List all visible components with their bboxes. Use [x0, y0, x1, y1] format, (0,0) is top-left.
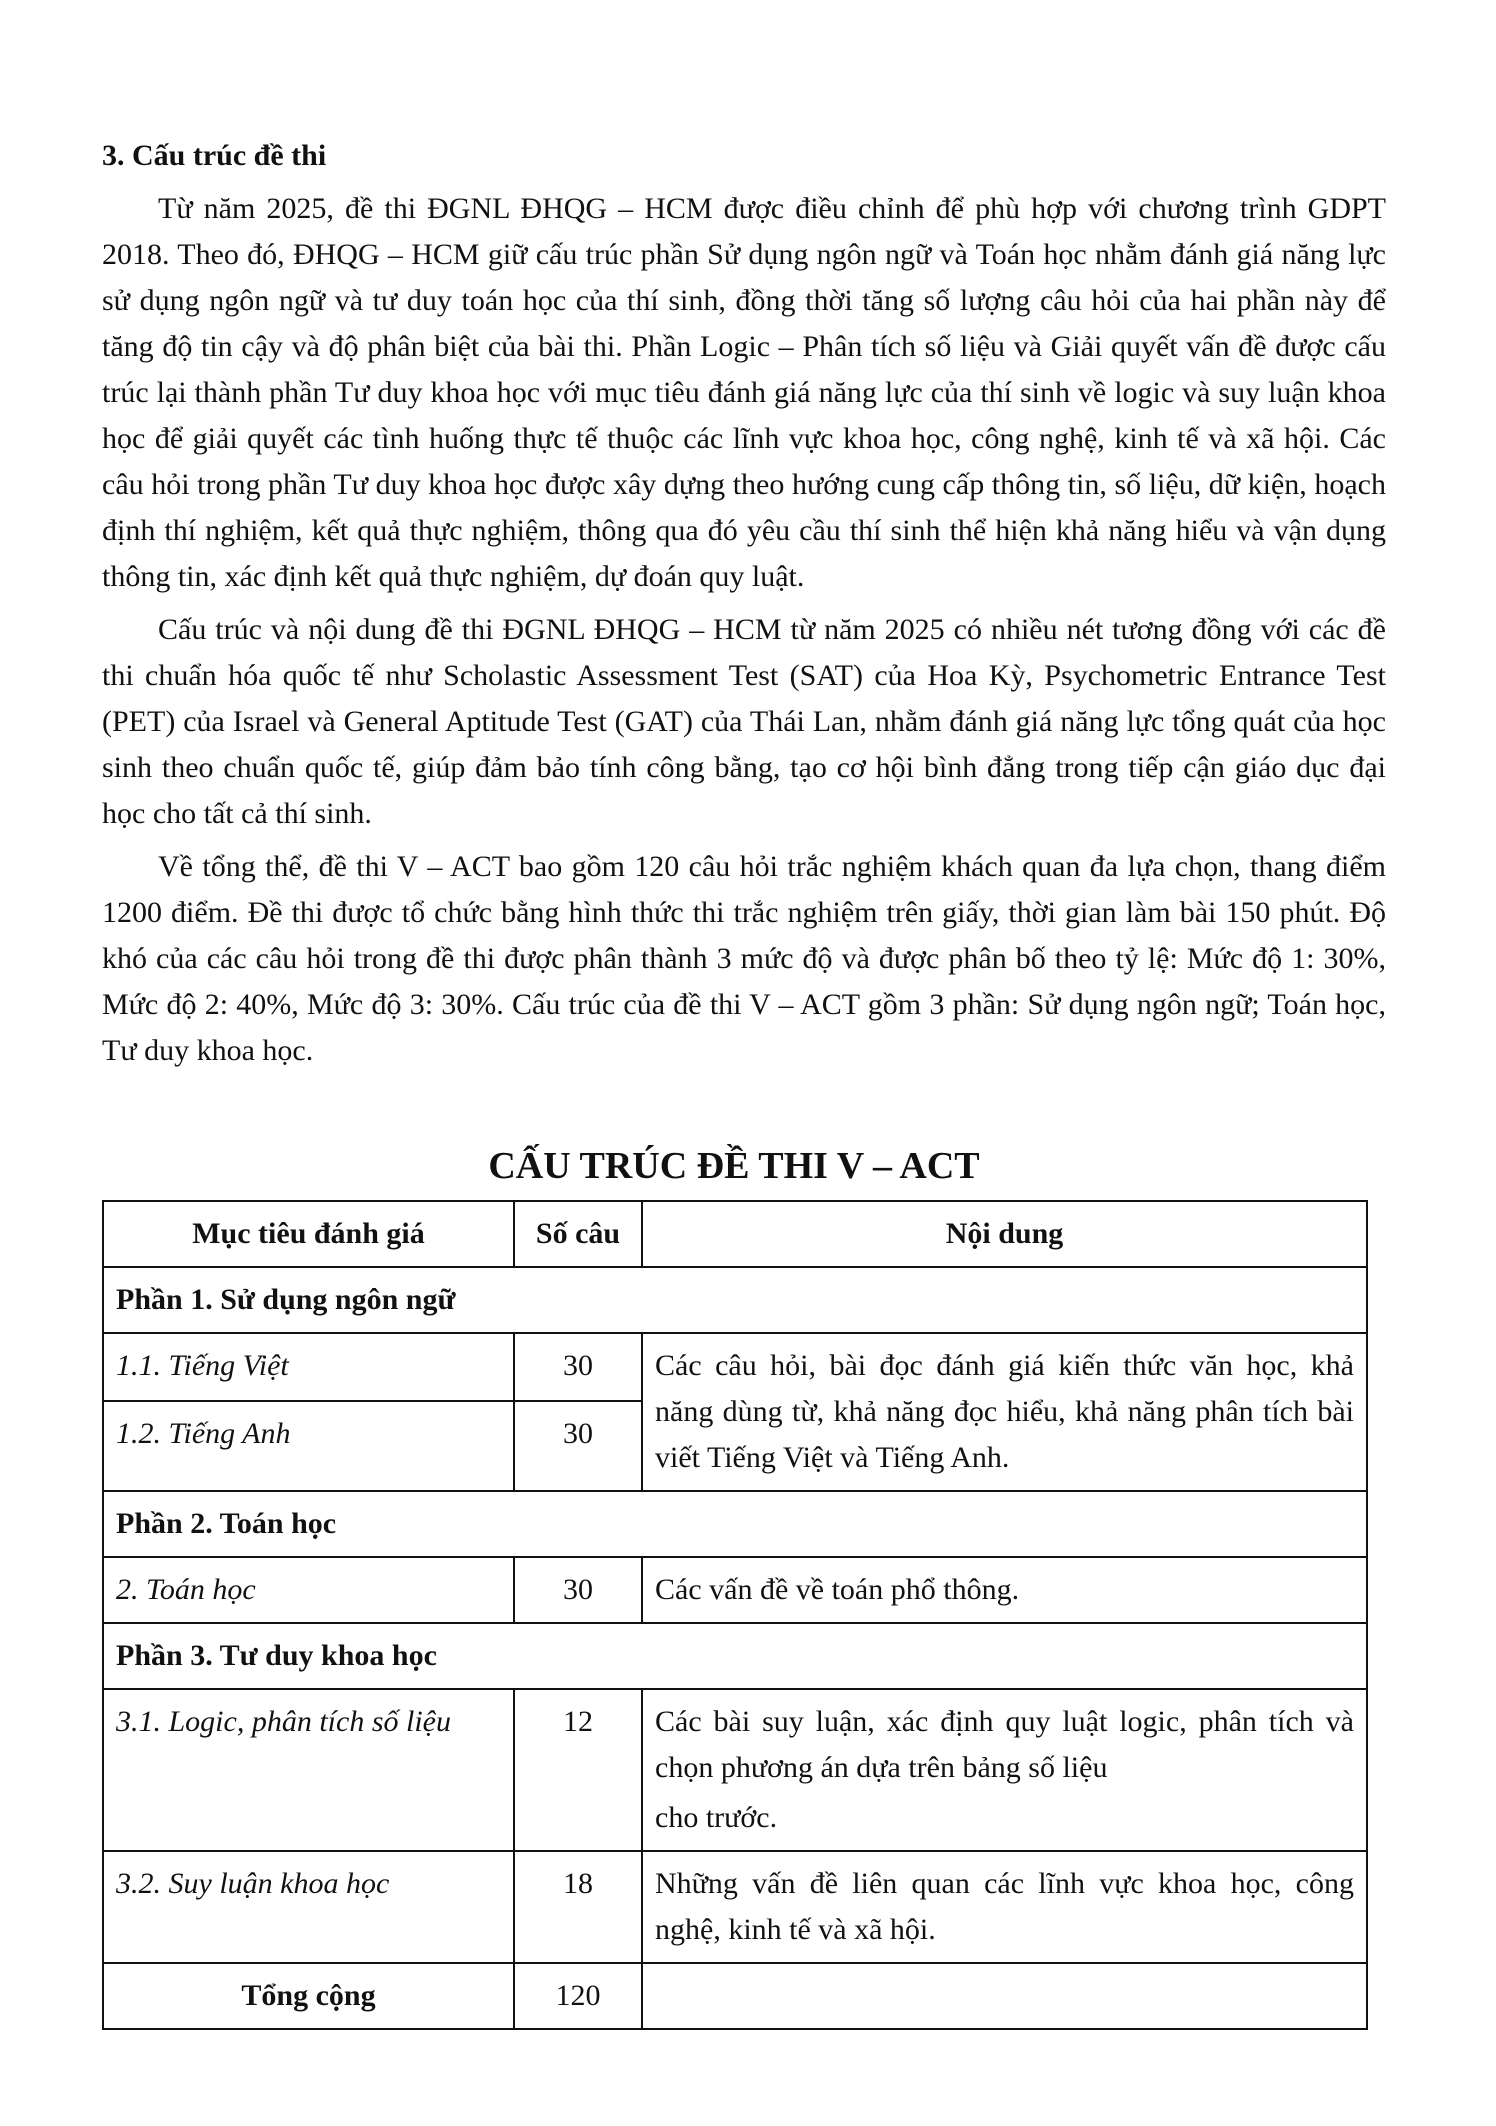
paragraph: Từ năm 2025, đề thi ĐGNL ĐHQG – HCM được điều chỉnh để phù hợp với chương trình GDPT 2018. Theo đó, ĐHQG – HCM giữ cấu trúc phần Sử dụng ngôn ngữ và Toán học nhằm đánh giá năng lực sử dụng ngôn ngữ và tư duy toán học của thí sinh, đồng thời tăng số lượng câu hỏi của hai phần này để tăng độ tin cậy và độ phân biệt của bài thi. Phần Logic – Phân tích số liệu và Giải quyết vấn đề được cấu trúc lại thành phần Tư duy khoa học với mục tiêu đánh giá năng lực của thí sinh về logic và suy luận khoa học để giải quyết các tình huống thực tế thuộc các lĩnh vực khoa học, công nghệ, kinh tế và xã hội. Các câu hỏi trong phần Tư duy khoa học được xây dựng theo hướng cung cấp thông tin, số liệu, dữ kiện, hoạch định thí nghiệm, kết quả thực nghiệm, thông qua đó yêu cầu thí sinh thể hiện khả năng hiểu và vận dụng thông tin, xác định kết quả thực nghiệm, dự đoán quy luật. [102, 192, 1386, 593]
total-label: Tổng cộng [103, 1963, 514, 2029]
header-goal: Mục tiêu đánh giá [103, 1201, 514, 1267]
table-row [103, 1333, 1367, 1401]
exam-structure-table [102, 1200, 1368, 2030]
goal-cell: 1.2. Tiếng Anh [103, 1401, 514, 1491]
paragraph: Về tổng thể, đề thi V – ACT bao gồm 120 câu hỏi trắc nghiệm khách quan đa lựa chọn, thang điểm 1200 điểm. Đề thi được tổ chức bằng hình thức thi trắc nghiệm trên giấy, thời gian làm bài 150 phút. Độ khó của các câu hỏi trong đề thi được phân thành 3 mức độ và được phân bố theo tỷ lệ: Mức độ 1: 30%, Mức độ 2: 40%, Mức độ 3: 30%. Cấu trúc của đề thi V – ACT gồm 3 phần: Sử dụng ngôn ngữ; Toán học, Tư duy khoa học. [102, 850, 1386, 1067]
section-row [103, 1267, 1367, 1333]
goal-cell: 3.2. Suy luận khoa học [103, 1851, 514, 1963]
table-row [103, 1557, 1367, 1623]
total-row [103, 1963, 1367, 2029]
body-text [102, 186, 1386, 1081]
table-header-row [103, 1201, 1367, 1267]
count-cell: 30 [514, 1333, 642, 1401]
content-cell [642, 1689, 1367, 1851]
section-title: Phần 2. Toán học [103, 1491, 1367, 1557]
table-row [103, 1851, 1367, 1963]
section-row [103, 1623, 1367, 1689]
section-row [103, 1491, 1367, 1557]
count-cell: 18 [514, 1851, 642, 1963]
content-line: cho trước. [655, 1801, 778, 1834]
count-cell: 30 [514, 1401, 642, 1491]
section-heading: 3. Cấu trúc đề thi [102, 139, 327, 172]
table-row [103, 1689, 1367, 1851]
content-line: Các bài suy luận, xác định quy luật logic, phân tích và chọn phương án dựa trên bảng số liệu [655, 1705, 1354, 1784]
table-title: CẤU TRÚC ĐỀ THI V – ACT [488, 1145, 980, 1187]
section-title: Phần 1. Sử dụng ngôn ngữ [103, 1267, 1367, 1333]
content-cell: Những vấn đề liên quan các lĩnh vực khoa học, công nghệ, kinh tế và xã hội. [642, 1851, 1367, 1963]
goal-cell: 1.1. Tiếng Việt [103, 1333, 514, 1401]
paragraph: Cấu trúc và nội dung đề thi ĐGNL ĐHQG – HCM từ năm 2025 có nhiều nét tương đồng với các đề thi chuẩn hóa quốc tế như Scholastic Assessment Test (SAT) của Hoa Kỳ, Psychometric Entrance Test (PET) của Israel và General Aptitude Test (GAT) của Thái Lan, nhằm đánh giá năng lực tổng quát của học sinh theo chuẩn quốc tế, giúp đảm bảo tính công bằng, tạo cơ hội bình đẳng trong tiếp cận giáo dục đại học cho tất cả thí sinh. [102, 613, 1386, 830]
content-cell: Các vấn đề về toán phổ thông. [642, 1557, 1367, 1623]
count-cell: 30 [514, 1557, 642, 1623]
header-content: Nội dung [642, 1201, 1367, 1267]
section-title: Phần 3. Tư duy khoa học [103, 1623, 1367, 1689]
goal-cell: 2. Toán học [103, 1557, 514, 1623]
count-cell: 12 [514, 1689, 642, 1851]
header-count: Số câu [514, 1201, 642, 1267]
goal-cell: 3.1. Logic, phân tích số liệu [103, 1689, 514, 1851]
content-cell: Các câu hỏi, bài đọc đánh giá kiến thức văn học, khả năng dùng từ, khả năng đọc hiểu, khả năng phân tích bài viết Tiếng Việt và Tiếng Anh. [642, 1333, 1367, 1491]
empty-cell [642, 1963, 1367, 2029]
total-count: 120 [514, 1963, 642, 2029]
